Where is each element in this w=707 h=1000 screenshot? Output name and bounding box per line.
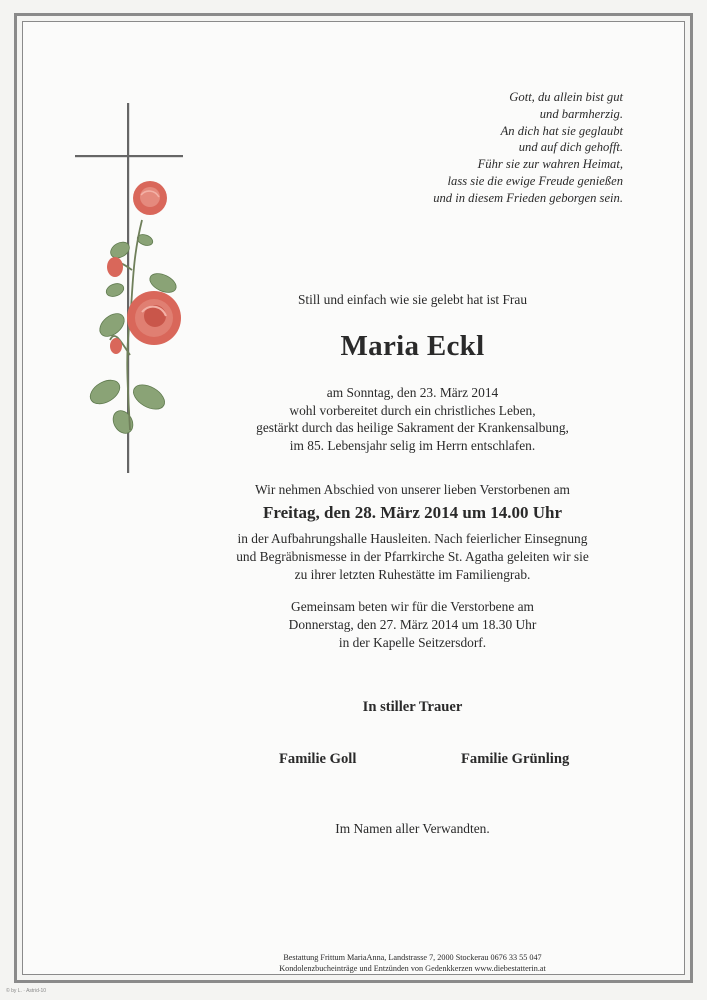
death-notice <box>200 384 625 454</box>
family-name-left: Familie Goll <box>279 751 357 767</box>
funeral-date: Freitag, den 28. März 2014 um 14.00 Uhr <box>262 503 563 522</box>
intro-text: Still und einfach wie sie gelebt hat ist Frau <box>297 292 528 307</box>
funeral-details <box>200 530 625 584</box>
poem <box>263 89 623 207</box>
poem-line: Gott, du allein bist gut <box>509 90 623 104</box>
footer <box>200 952 625 974</box>
prayer-details <box>200 598 625 652</box>
deceased-name: Maria Eckl <box>340 330 485 362</box>
poem-line: An dich hat sie geglaubt <box>500 123 623 138</box>
death-line: am Sonntag, den 23. März 2014 <box>326 385 499 400</box>
prayer-line: in der Kapelle Seitzersdorf. <box>338 635 487 650</box>
footer-line: Kondolenzbucheinträge und Entzünden von Gedenkkerzen www.diebestatterin.at <box>279 964 546 973</box>
poem-line: und auf dich gehofft. <box>518 140 623 155</box>
death-line: im 85. Lebensjahr selig im Herrn entschlafen. <box>289 437 536 453</box>
relatives-text: Im Namen aller Verwandten. <box>335 821 490 836</box>
mourning-heading: In stiller Trauer <box>362 699 463 715</box>
footer-line: Bestattung Frittum MariaAnna, Landstrasse 7, 2000 Stockerau 0676 33 55 047 <box>283 953 542 962</box>
poem-line: lass sie die ewige Freude genießen <box>447 173 623 188</box>
funeral-line: und Begräbnismesse in der Pfarrkirche St. Agatha geleiten wir sie <box>236 549 589 564</box>
poem-line: und barmherzig. <box>539 106 623 121</box>
corner-note: © by L. · Astrid-10 <box>6 988 47 994</box>
death-line: gestärkt durch das heilige Sakrament der Krankensalbung, <box>256 420 569 436</box>
poem-line: und in diesem Frieden geborgen sein. <box>433 190 623 205</box>
prayer-line: Gemeinsam beten wir für die Verstorbene am <box>291 599 534 614</box>
funeral-line: zu ihrer letzten Ruhestätte im Familiengrab. <box>294 567 531 582</box>
cross-with-roses <box>70 100 200 480</box>
prayer-line: Donnerstag, den 27. März 2014 um 18.30 Uhr <box>288 617 537 632</box>
funeral-line: in der Aufbahrungshalle Hausleiten. Nach feierlicher Einsegnung <box>237 531 588 546</box>
poem-line: Führ sie zur wahren Heimat, <box>477 157 623 172</box>
family-name-right: Familie Grünling <box>461 751 570 767</box>
death-line: wohl vorbereitet durch ein christliches Leben, <box>289 402 536 418</box>
farewell-text: Wir nehmen Abschied von unserer lieben Verstorbenen am <box>255 482 570 497</box>
